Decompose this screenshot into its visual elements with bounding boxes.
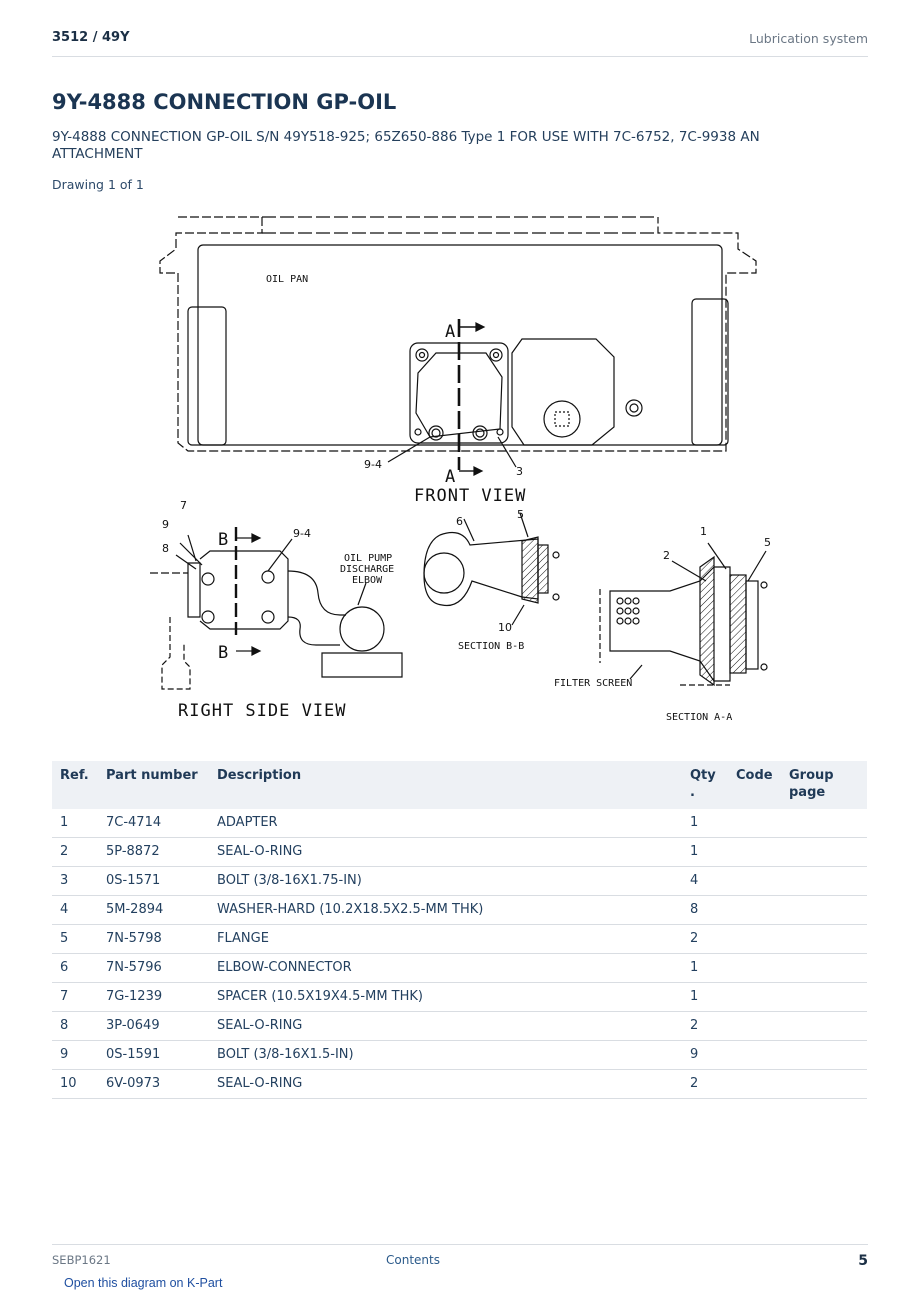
header-description: Description xyxy=(209,761,682,809)
cell-qty: 2 xyxy=(682,1012,728,1041)
oil-pump-text-3: ELBOW xyxy=(352,575,383,586)
model-label: 3512 / 49Y xyxy=(52,30,130,45)
cell-code xyxy=(728,896,781,925)
cell-qty: 8 xyxy=(682,896,728,925)
header-qty: Qty . xyxy=(682,761,728,809)
cell-code xyxy=(728,1070,781,1099)
cell-group xyxy=(781,1012,867,1041)
cell-desc: ELBOW-CONNECTOR xyxy=(209,954,682,983)
parts-diagram xyxy=(140,205,780,735)
elbow-connector-section xyxy=(424,533,538,606)
cell-qty: 1 xyxy=(682,838,728,867)
right-side-view-drawing xyxy=(188,563,200,617)
callout-2: 2 xyxy=(663,549,670,562)
callout-9-4-front: 9-4 xyxy=(364,458,382,471)
callout-5-aa: 5 xyxy=(764,536,771,549)
cell-desc: SEAL-O-RING xyxy=(209,1070,682,1099)
section-aa-text: SECTION A-A xyxy=(666,712,733,723)
cell-code xyxy=(728,1012,781,1041)
table-row xyxy=(52,809,867,838)
cell-part: 5M-2894 xyxy=(98,896,209,925)
cell-desc: ADAPTER xyxy=(209,809,682,838)
callout-5-bb: 5 xyxy=(517,508,524,521)
cell-group xyxy=(781,809,867,838)
cell-desc: WASHER-HARD (10.2X18.5X2.5-MM THK) xyxy=(209,896,682,925)
header-group-page: Group page xyxy=(781,761,867,809)
callout-8: 8 xyxy=(162,542,169,555)
drawing-label: Drawing 1 of 1 xyxy=(52,177,144,192)
table-row xyxy=(52,838,867,867)
document-number: SEBP1621 xyxy=(52,1253,111,1267)
cell-desc: SEAL-O-RING xyxy=(209,838,682,867)
right-side-view-text: RIGHT SIDE VIEW xyxy=(178,701,347,721)
page-title: 9Y-4888 CONNECTION GP-OIL xyxy=(52,90,397,114)
cell-group xyxy=(781,896,867,925)
cell-code xyxy=(728,838,781,867)
filter-screen xyxy=(617,598,639,624)
cell-ref: 3 xyxy=(52,867,98,896)
table-header-row xyxy=(52,761,867,809)
callout-9: 9 xyxy=(162,518,169,531)
cell-code xyxy=(728,925,781,954)
cell-ref: 9 xyxy=(52,1041,98,1070)
page-header xyxy=(52,28,868,57)
cell-code xyxy=(728,809,781,838)
cell-group xyxy=(781,838,867,867)
cell-code xyxy=(728,1041,781,1070)
cell-group xyxy=(781,1041,867,1070)
cell-desc: BOLT (3/8-16X1.75-IN) xyxy=(209,867,682,896)
filter-screen-text: FILTER SCREEN xyxy=(554,678,633,689)
table-row xyxy=(52,1070,867,1099)
open-diagram-link[interactable]: Open this diagram on K-Part xyxy=(64,1276,223,1290)
cell-group xyxy=(781,1070,867,1099)
page-subtitle: 9Y-4888 CONNECTION GP-OIL S/N 49Y518-925; 65Z650-886 Type 1 FOR USE WITH 7C-6752, 7C-9938 AN ATTACHMENT xyxy=(52,129,760,162)
callout-6: 6 xyxy=(456,515,463,528)
page-footer xyxy=(52,1244,868,1275)
cell-qty: 9 xyxy=(682,1041,728,1070)
pump-housing xyxy=(512,339,614,445)
callout-7: 7 xyxy=(180,499,187,512)
cell-qty: 4 xyxy=(682,867,728,896)
section-bb-text: SECTION B-B xyxy=(458,641,525,652)
cell-ref: 1 xyxy=(52,809,98,838)
cell-part: 7C-4714 xyxy=(98,809,209,838)
section-b-label-top: B xyxy=(218,530,230,550)
callout-3: 3 xyxy=(516,465,523,478)
oil-pump-text-2: DISCHARGE xyxy=(340,564,395,575)
cell-part: 7N-5798 xyxy=(98,925,209,954)
cell-desc: SEAL-O-RING xyxy=(209,1012,682,1041)
page-number: 5 xyxy=(858,1253,868,1269)
cell-qty: 2 xyxy=(682,1070,728,1099)
cell-part: 7N-5796 xyxy=(98,954,209,983)
cell-qty: 1 xyxy=(682,983,728,1012)
oil-pump-text-1: OIL PUMP xyxy=(344,553,393,564)
cell-desc: BOLT (3/8-16X1.5-IN) xyxy=(209,1041,682,1070)
oil-pan-text: OIL PAN xyxy=(266,274,309,285)
cell-desc: FLANGE xyxy=(209,925,682,954)
cell-code xyxy=(728,954,781,983)
cell-part: 6V-0973 xyxy=(98,1070,209,1099)
cell-part: 3P-0649 xyxy=(98,1012,209,1041)
cell-ref: 4 xyxy=(52,896,98,925)
parts-table xyxy=(52,761,867,1099)
header-ref: Ref. xyxy=(52,761,98,809)
cell-ref: 5 xyxy=(52,925,98,954)
callout-9-4-side: 9-4 xyxy=(293,527,311,540)
cell-group xyxy=(781,954,867,983)
cell-part: 5P-8872 xyxy=(98,838,209,867)
cell-part: 0S-1591 xyxy=(98,1041,209,1070)
cell-qty: 1 xyxy=(682,954,728,983)
cell-ref: 7 xyxy=(52,983,98,1012)
front-view-text: FRONT VIEW xyxy=(414,486,527,506)
contents-link[interactable]: Contents xyxy=(386,1253,440,1267)
cell-qty: 1 xyxy=(682,809,728,838)
section-a-label-bottom: A xyxy=(445,467,457,487)
cell-part: 7G-1239 xyxy=(98,983,209,1012)
table-row xyxy=(52,954,867,983)
cell-part: 0S-1571 xyxy=(98,867,209,896)
header-code: Code xyxy=(728,761,781,809)
table-row xyxy=(52,867,867,896)
cell-group xyxy=(781,925,867,954)
section-label: Lubrication system xyxy=(749,31,868,46)
cell-ref: 8 xyxy=(52,1012,98,1041)
cell-group xyxy=(781,867,867,896)
cell-ref: 6 xyxy=(52,954,98,983)
cell-ref: 2 xyxy=(52,838,98,867)
table-row xyxy=(52,983,867,1012)
cell-ref: 10 xyxy=(52,1070,98,1099)
table-row xyxy=(52,1041,867,1070)
callout-10: 10 xyxy=(498,621,512,634)
section-b-label-bottom: B xyxy=(218,643,230,663)
cell-group xyxy=(781,983,867,1012)
cell-desc: SPACER (10.5X19X4.5-MM THK) xyxy=(209,983,682,1012)
section-a-label-top: A xyxy=(445,322,457,342)
cell-qty: 2 xyxy=(682,925,728,954)
callout-1: 1 xyxy=(700,525,707,538)
header-part-number: Part number xyxy=(98,761,209,809)
cell-code xyxy=(728,867,781,896)
table-row xyxy=(52,1012,867,1041)
cell-code xyxy=(728,983,781,1012)
table-row xyxy=(52,925,867,954)
table-row xyxy=(52,896,867,925)
